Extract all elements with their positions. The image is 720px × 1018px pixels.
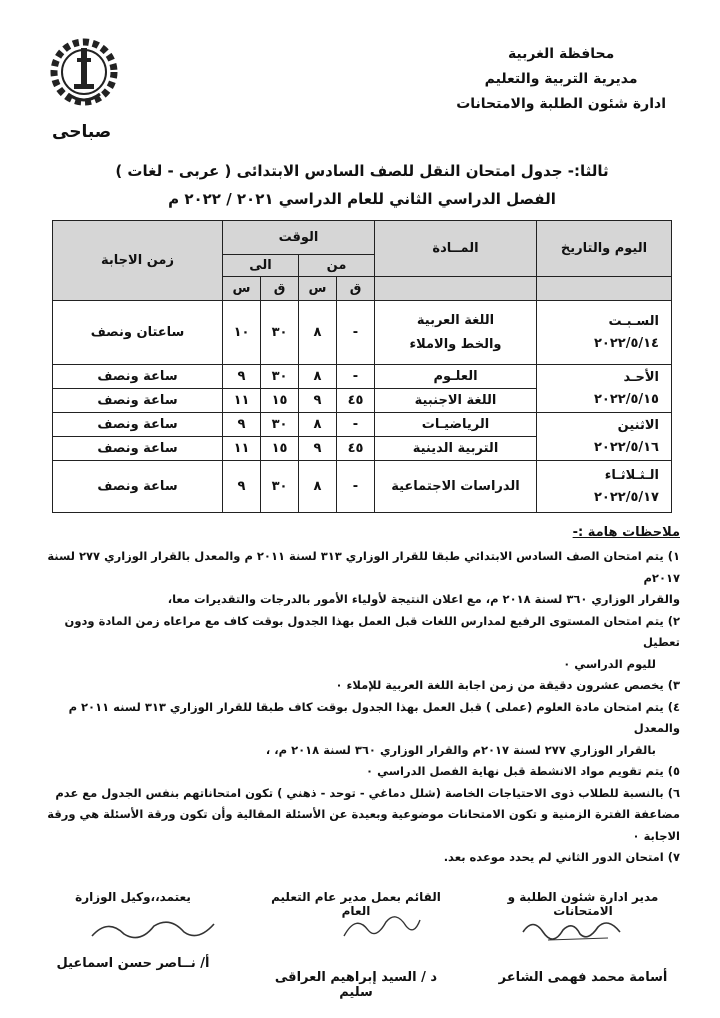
day-date-cell bbox=[537, 365, 672, 413]
day-name: الاثنين bbox=[617, 417, 659, 433]
from-hour: ٩ bbox=[299, 389, 337, 413]
to-minute: ٣٠ bbox=[261, 365, 299, 389]
subject-cell: الدراسات الاجتماعية bbox=[375, 461, 537, 513]
handwritten-signature-icon bbox=[88, 914, 218, 946]
shift-label: صباحى bbox=[52, 122, 112, 142]
department-line: ادارة شئون الطلبة والامتحانات bbox=[456, 96, 666, 112]
subject-cell: التربية الدينية bbox=[375, 437, 537, 461]
to-minute: ٣٠ bbox=[261, 461, 299, 513]
table-row bbox=[53, 301, 672, 365]
day-date-cell bbox=[537, 301, 672, 365]
from-hour: ٨ bbox=[299, 301, 337, 365]
to-hour: ١١ bbox=[223, 389, 261, 413]
note-line: والقرار الوزاري ٣٦٠ لسنة ٢٠١٨ م، مع اعلان النتيجة لأولياء الأمور بالدرجات والتقديرات معا، bbox=[167, 592, 680, 606]
signature-role: يعتمد،،وكيل الوزارة bbox=[75, 890, 191, 904]
note-line: لليوم الدراسي ٠ bbox=[563, 656, 656, 671]
from-minute: - bbox=[337, 365, 375, 389]
to-hour: ٩ bbox=[223, 365, 261, 389]
subject-cell: الرياضيـات bbox=[375, 413, 537, 437]
document-header bbox=[36, 22, 688, 140]
subject-cell: العلـوم bbox=[375, 365, 537, 389]
note-line: ٥) يتم تقويم مواد الانشطة قبل نهاية الفصل الدراسي ٠ bbox=[366, 764, 680, 778]
exam-date: ٢٠٢٢/٥/١٤ bbox=[593, 335, 659, 351]
subject-name: اللغة العربية bbox=[416, 312, 495, 328]
directorate-line: مديرية التربية والتعليم bbox=[484, 71, 638, 87]
duration-cell: ساعتان ونصف bbox=[53, 301, 223, 365]
from-minute: ٤٥ bbox=[337, 389, 375, 413]
signature-name: أسامة محمد فهمى الشاعر bbox=[498, 970, 668, 985]
header-to: الى bbox=[223, 255, 299, 277]
to-hour: ١٠ bbox=[223, 301, 261, 365]
header-to-minute: ق bbox=[261, 277, 299, 301]
table-row bbox=[53, 365, 672, 389]
note-line: الاجابة ٠ bbox=[632, 828, 680, 843]
header-from: من bbox=[299, 255, 375, 277]
day-date-cell bbox=[537, 461, 672, 513]
duration-cell: ساعة ونصف bbox=[53, 437, 223, 461]
note-line: ٦) بالنسبة للطلاب ذوى الاحتياجات الخاصة (شلل دماغي - توحد - ذهني ) تكون امتحاناتهم بنفس الجدول مع عدم bbox=[55, 785, 680, 800]
term-title: الفصل الدراسي الثاني للعام الدراسي ٢٠٢١ / ٢٠٢٢ م bbox=[168, 190, 556, 208]
handwritten-signature-icon bbox=[336, 906, 426, 946]
to-minute: ٣٠ bbox=[261, 301, 299, 365]
notes-heading: ملاحظات هامة :- bbox=[572, 525, 680, 540]
duration-cell: ساعة ونصف bbox=[53, 413, 223, 437]
subject-cell bbox=[375, 301, 537, 365]
letterhead bbox=[456, 42, 666, 117]
note-line: مضاعفة الفترة الزمنية و تكون الامتحانات موضوعية وبعيدة عن الأسئلة المقالية وأن تكون ورقة الأسئلة هي ورقة bbox=[47, 807, 680, 821]
handwritten-signature-icon bbox=[518, 912, 628, 946]
from-minute: - bbox=[337, 301, 375, 365]
from-minute: - bbox=[337, 461, 375, 513]
schedule-title: ثالثا:- جدول امتحان النقل للصف السادس الابتدائى ( عربى - لغات ) bbox=[115, 162, 609, 180]
signature-role: القائم بعمل مدير عام التعليم العام bbox=[271, 890, 441, 918]
table-row bbox=[53, 461, 672, 513]
from-minute: - bbox=[337, 413, 375, 437]
exam-date: ٢٠٢٢/٥/١٧ bbox=[593, 489, 659, 505]
exam-schedule-table bbox=[52, 220, 672, 513]
day-name: الـثـلاثـاء bbox=[604, 467, 659, 483]
governorate-line: محافظة الغربية bbox=[507, 46, 615, 62]
duration-cell: ساعة ونصف bbox=[53, 365, 223, 389]
header-subject-sub bbox=[375, 277, 537, 301]
notes-list bbox=[36, 546, 688, 869]
header-from-hour: س bbox=[299, 277, 337, 301]
day-name: السـبـت bbox=[608, 313, 659, 329]
header-time: الوقت bbox=[223, 221, 375, 255]
header-duration: زمن الاجابة bbox=[53, 221, 223, 301]
header-subject: المــادة bbox=[375, 221, 537, 277]
header-day-date-sub bbox=[537, 277, 672, 301]
to-minute: ١٥ bbox=[261, 437, 299, 461]
header-day-date: اليوم والتاريخ bbox=[537, 221, 672, 277]
day-date-cell bbox=[537, 413, 672, 461]
exam-date: ٢٠٢٢/٥/١٦ bbox=[593, 439, 659, 455]
duration-cell: ساعة ونصف bbox=[53, 389, 223, 413]
signature-name: أ/ نــاصر حسن اسماعيل bbox=[56, 956, 210, 971]
from-hour: ٨ bbox=[299, 365, 337, 389]
ministry-logo-icon bbox=[48, 34, 120, 114]
note-line: بالقرار الوزاري ٢٧٧ لسنة ٢٠١٧م والقرار الوزاري ٣٦٠ لسنة ٢٠١٨ م، ، bbox=[265, 742, 656, 757]
header-from-minute: ق bbox=[337, 277, 375, 301]
to-minute: ٣٠ bbox=[261, 413, 299, 437]
subject-name-line2: والخط والاملاء bbox=[409, 336, 502, 352]
to-hour: ٩ bbox=[223, 461, 261, 513]
from-hour: ٩ bbox=[299, 437, 337, 461]
signatures-block bbox=[36, 890, 688, 1000]
note-line: ٧) امتحان الدور الثاني لم يحدد موعده بعد. bbox=[443, 850, 680, 864]
table-row bbox=[53, 413, 672, 437]
duration-cell: ساعة ونصف bbox=[53, 461, 223, 513]
note-line: ٢) يتم امتحان المستوى الرفيع لمدارس اللغات قبل العمل بهذا الجدول بوقت كاف مع مراعاه زمن المادة ودون تعطيل bbox=[64, 613, 680, 649]
document-titles bbox=[36, 162, 688, 208]
from-hour: ٨ bbox=[299, 413, 337, 437]
note-line: ٤) يتم امتحان مادة العلوم (عملى ) قبل العمل بهذا الجدول بوقت كاف طبقا للقرار الوزاري ٣١٣ لسنه ٢٠١١ م والمعدل bbox=[68, 699, 680, 735]
from-minute: ٤٥ bbox=[337, 437, 375, 461]
signature-name: د / السيد إبراهيم العراقى سليم bbox=[274, 970, 438, 1000]
to-minute: ١٥ bbox=[261, 389, 299, 413]
to-hour: ١١ bbox=[223, 437, 261, 461]
day-name: الأحـد bbox=[623, 369, 659, 385]
note-line: ١) يتم امتحان الصف السادس الابتدائي طبقا للقرار الوزاري ٣١٣ لسنة ٢٠١١ م والمعدل بالقرار الوزاري ٢٧٧ لسنة ٢٠١٧م bbox=[47, 549, 680, 585]
note-line: ٣) يخصص عشرون دقيقة من زمن اجابة اللغة العربية للإملاء ٠ bbox=[335, 678, 680, 692]
from-hour: ٨ bbox=[299, 461, 337, 513]
header-to-hour: س bbox=[223, 277, 261, 301]
subject-cell: اللغة الاجنبية bbox=[375, 389, 537, 413]
signature-role: مدير ادارة شئون الطلبة و الامتحانات bbox=[507, 890, 659, 918]
to-hour: ٩ bbox=[223, 413, 261, 437]
exam-date: ٢٠٢٢/٥/١٥ bbox=[593, 391, 659, 407]
